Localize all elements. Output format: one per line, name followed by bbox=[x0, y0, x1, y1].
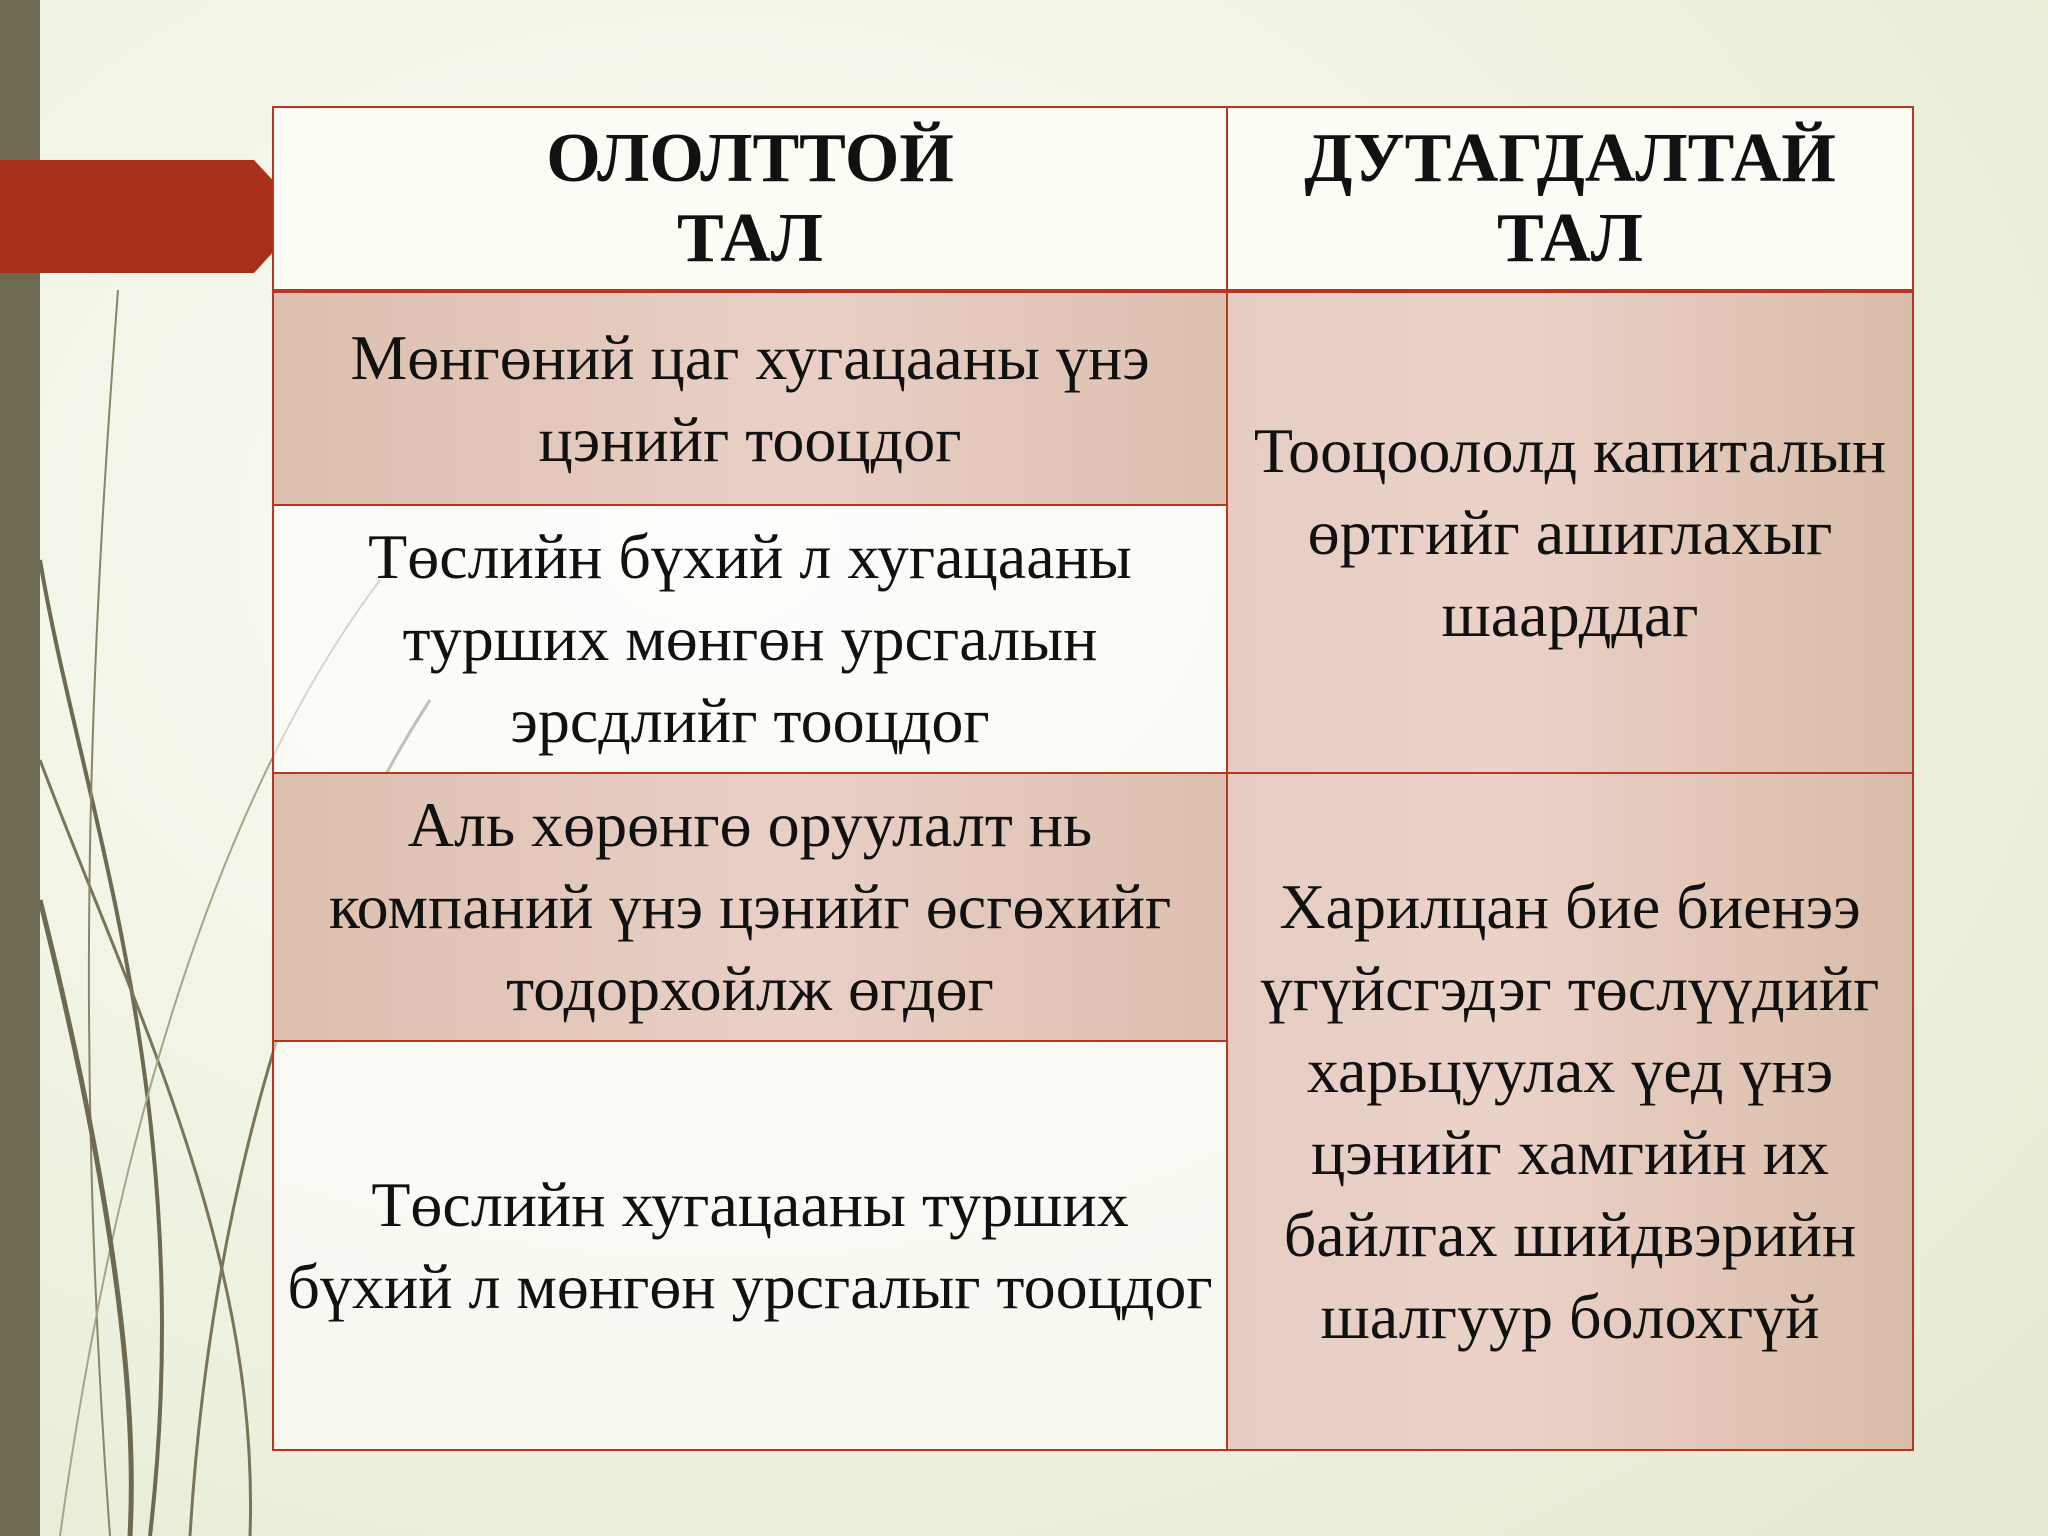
advantage-cell: Мөнгөний цаг хугацааны үнэ цэнийг тооцдог bbox=[273, 291, 1227, 505]
header-row bbox=[273, 107, 1913, 291]
disadvantage-cell: Харилцан бие биенээ үгүйсгэдэг төслүүдийг харьцуулах үед үнэ цэнийг хамгийн их байлгах шийдвэрийн шалгуур болохгүй bbox=[1227, 773, 1913, 1450]
advantage-cell: Аль хөрөнгө оруулалт нь компаний үнэ цэнийг өсгөхийг тодорхойлж өгдөг bbox=[273, 773, 1227, 1041]
advantage-cell: Төслийн хугацааны турших бүхий л мөнгөн урсгалыг тооцдог bbox=[273, 1041, 1227, 1450]
comparison-table bbox=[272, 106, 1914, 1451]
table-row bbox=[273, 291, 1913, 505]
arrow-accent bbox=[0, 160, 306, 273]
advantage-cell: Төслийн бүхий л хугацааны турших мөнгөн урсгалын эрсдлийг тооцдог bbox=[273, 505, 1227, 773]
header-advantages: ОЛОЛТТОЙ ТАЛ bbox=[273, 107, 1227, 291]
table-row bbox=[273, 773, 1913, 1041]
disadvantage-cell: Тооцоололд капиталын өртгийг ашиглахыг шаарддаг bbox=[1227, 291, 1913, 773]
header-disadvantages: ДУТАГДАЛТАЙ ТАЛ bbox=[1227, 107, 1913, 291]
